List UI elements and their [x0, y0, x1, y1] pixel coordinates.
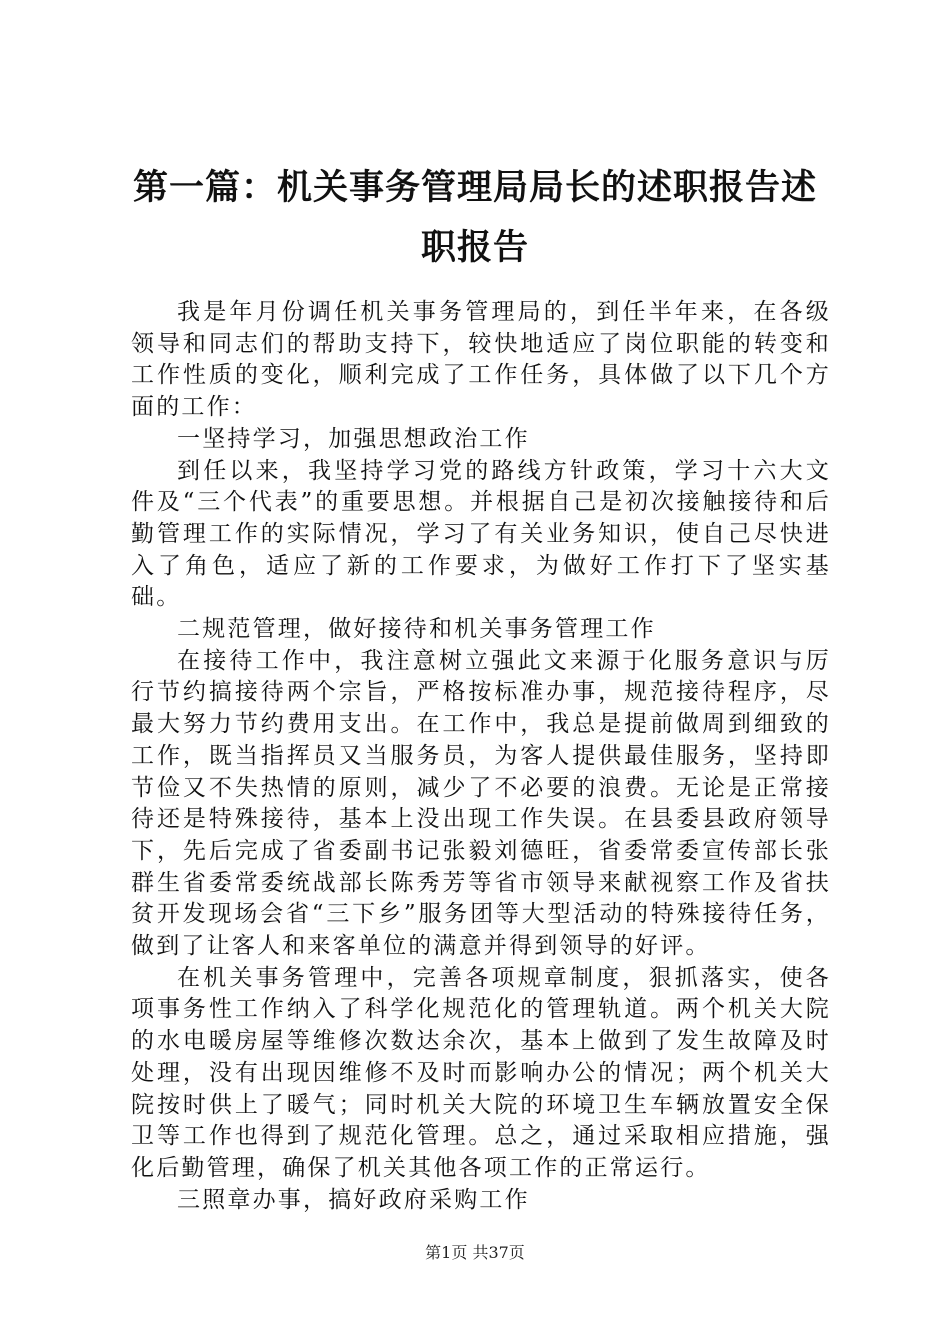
paragraph-reception: 在接待工作中，我注意树立强此文来源于化服务意识与厉行节约搞接待两个宗旨，严格按标准办事，规范接待程序，尽最大努力节约费用支出。在工作中，我总是提前做周到细致的工作，既当指挥员又当服务员，为客人提供最佳服务，坚持即节俭又不失热情的原则，减少了不必要的浪费。无论是正常接待还是特殊接待，基本上没出现工作失误。在县委县政府领导下，先后完成了省委副书记张毅刘德旺，省委常委宣传部长张群生省委常委统战部长陈秀芳等省市领导来献视察工作及省扶贫开发现场会省“三下乡”服务团等大型活动的特殊接待任务，做到了让客人和来客单位的满意并得到领导的好评。: [131, 647, 831, 960]
section-heading-1: 一坚持学习，加强思想政治工作: [177, 425, 530, 452]
paragraph-affairs: 在机关事务管理中，完善各项规章制度，狠抓落实，使各项事务性工作纳入了科学化规范化的管理轨道。两个机关大院的水电暖房屋等维修次数达余次，基本上做到了发生故障及时处理，没有出现因维修不及时而影响办公的情况；两个机关大院按时供上了暖气；同时机关大院的环境卫生车辆放置安全保卫等工作也得到了规范化管理。总之，通过采取相应措施，强化后勤管理，确保了机关其他各项工作的正常运行。: [131, 964, 831, 1181]
paragraph-study: 到任以来，我坚持学习党的路线方针政策，学习十六大文件及“三个代表”的重要思想。并根据自己是初次接触接待和后勤管理工作的实际情况，学习了有关业务知识，使自己尽快进入了角色，适应了新的工作要求，为做好工作打下了坚实基础。: [131, 457, 831, 611]
section-heading-3: 三照章办事，搞好政府采购工作: [177, 1186, 530, 1213]
section-heading-2: 二规范管理，做好接待和机关事务管理工作: [177, 616, 656, 643]
paragraph-intro: 我是年月份调任机关事务管理局的，到任半年来，在各级领导和同志们的帮助支持下，较快地适应了岗位职能的转变和工作性质的变化，顺利完成了工作任务，具体做了以下几个方面的工作：: [131, 299, 831, 421]
page-footer: 第1页 共37页: [425, 1243, 525, 1262]
document-title: 第一篇：机关事务管理局局长的述职报告述职报告: [132, 168, 817, 268]
document-body: [131, 297, 831, 1216]
